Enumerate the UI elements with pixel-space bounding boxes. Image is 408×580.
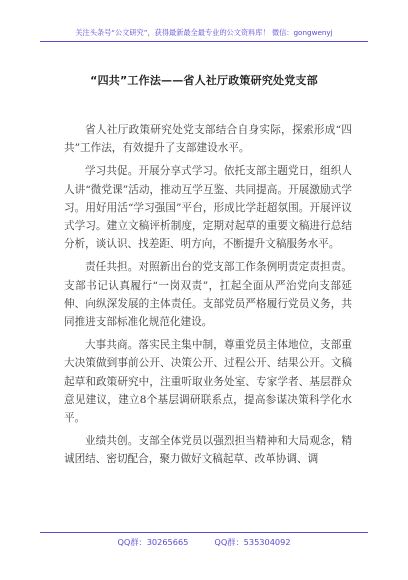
paragraph-study: 学习共促。开展分享式学习。依托支部主题党日，组织人人讲“微党课”活动，推动互学互鉴、共同提高。开展激励式学习。用好用活“学习强国”平台，形成比学赶超氛围。开展评议式学习。建立文稿评析制度，定期对起草的重要文稿进行总结分析，谈认识、找差距、明方向，不断提升文稿服务水平。: [64, 165, 352, 251]
qq-group-1: QQ群：30265665: [117, 537, 189, 547]
qq-group-2: QQ群：535304092: [214, 537, 291, 547]
header-banner: 关注头条号“公文研究”，获得最新最全最专业的公文资料库！ 微信：gongwenyj: [75, 28, 333, 37]
paragraph-achievement: 业绩共创。支部全体党员以强烈担当精神和大局观念，精诚团结、密切配合，聚力做好文稿起草、改革协调、调: [64, 435, 352, 466]
paragraph-discussion: 大事共商。落实民主集中制，尊重党员主体地位，支部重大决策做到事前公开、决策公开、过程公开、结果公开。文稿起草和政策研究中，注重听取业务处室、专家学者、基层群众意见建议，建立8个基层调研联系点，提高参谋决策科学化水平。: [64, 339, 352, 425]
document-title: “四共”工作法——省人社厅政策研究处党支部: [90, 74, 318, 87]
paragraph-responsibility: 责任共担。对照新出台的党支部工作条例明责定责担责。支部书记认真履行“一岗双责”，扛起全面从严治党向支部延伸、向纵深发展的主体责任。支部党员严格履行党员义务，共同推进支部标准化规范化建设。: [64, 261, 352, 329]
document-body: [64, 121, 352, 474]
header-divider: [40, 41, 368, 42]
footer-contact: [40, 537, 368, 548]
footer-divider: [40, 532, 368, 533]
paragraph-intro: 省人社厅政策研究处党支部结合自身实际，探索形成“四共”工作法，有效提升了支部建设水平。: [64, 124, 352, 155]
